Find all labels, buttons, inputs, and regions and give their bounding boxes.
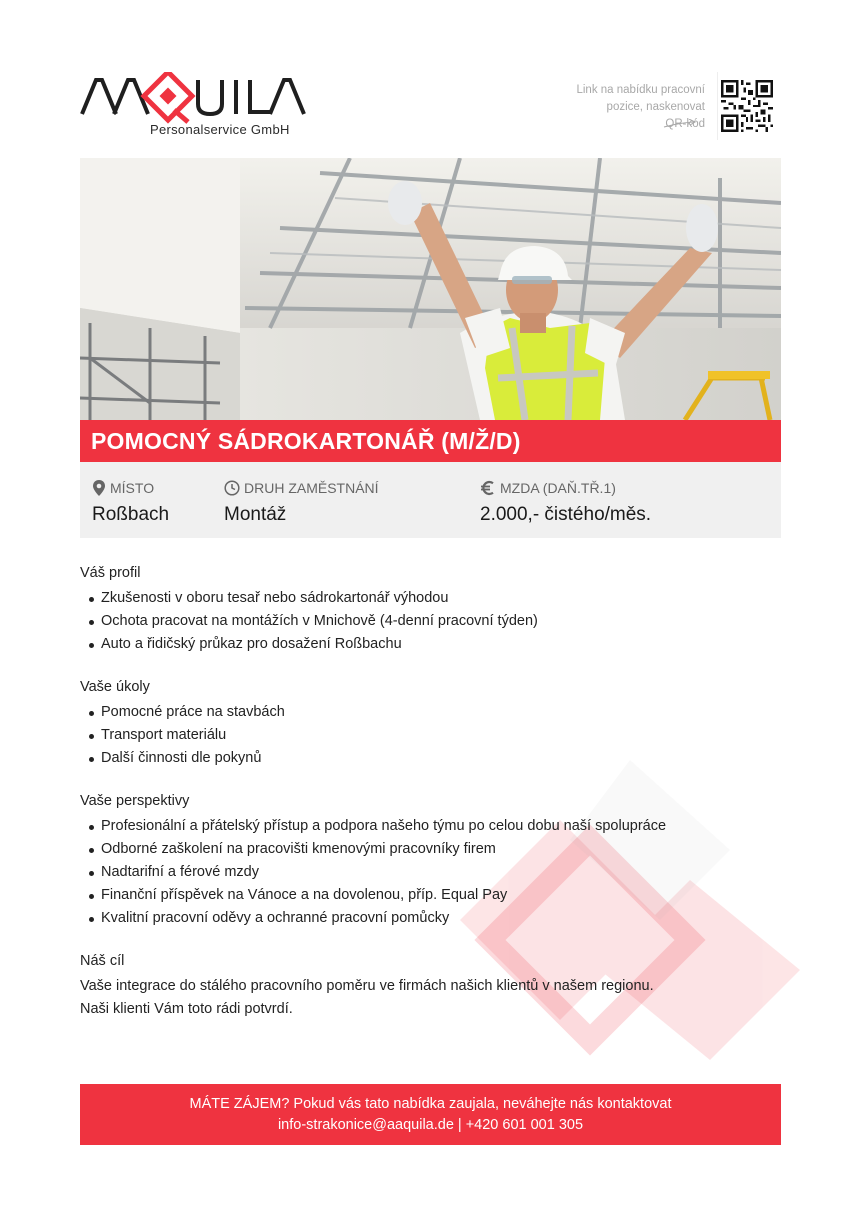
construction-worker-illustration <box>80 158 781 420</box>
section-title: Vaše perspektivy <box>80 793 190 809</box>
list-item: Zkušenosti v oboru tesař nebo sádrokartonář výhodou <box>80 587 781 610</box>
arrow-right-icon <box>663 119 697 129</box>
qr-caption-line: Link na nabídku pracovní <box>576 84 705 96</box>
salary-label: MZDA (DAŇ.TŘ.1) <box>500 480 616 496</box>
goal-text-line: Vaše integrace do stálého pracovního poměru ve firmách našich klientů v našem regionu. <box>80 978 654 994</box>
list-item: Kvalitní pracovní oděvy a ochranné pracovní pomůcky <box>80 907 781 930</box>
hero-image <box>80 158 781 420</box>
employment-info <box>224 478 379 526</box>
section-title: Náš cíl <box>80 953 125 969</box>
employment-label-row <box>224 478 379 498</box>
job-info-bar <box>80 462 781 538</box>
location-label: MÍSTO <box>110 480 155 496</box>
section-title: Váš profil <box>80 565 141 581</box>
perspectives-section <box>80 790 781 930</box>
tasks-list <box>80 701 781 770</box>
list-item: Ochota pracovat na montážích v Mnichově (4-denní pracovní týden) <box>80 610 781 633</box>
qr-caption-line: QR-kód <box>665 118 705 130</box>
tasks-section <box>80 676 781 770</box>
salary-value: 2.000,- čistého/měs. <box>480 504 652 525</box>
salary-label-row <box>480 478 651 498</box>
list-item: Finanční příspěvek na Vánoce a na dovolenou, příp. Equal Pay <box>80 884 781 907</box>
location-label-row <box>92 478 169 498</box>
list-item: Pomocné práce na stavbách <box>80 701 781 724</box>
profile-section <box>80 562 781 656</box>
list-item: Transport materiálu <box>80 724 781 747</box>
section-title: Vaše úkoly <box>80 679 150 695</box>
page-header <box>80 72 781 142</box>
euro-icon <box>480 480 496 496</box>
job-title-bar <box>80 420 781 462</box>
qr-code-icon[interactable] <box>721 80 773 132</box>
job-description <box>80 562 781 1041</box>
location-info <box>92 478 169 526</box>
footer-contact-details[interactable]: info-strakonice@aaquila.de | +420 601 001 305 <box>277 1117 584 1133</box>
qr-block <box>566 72 781 140</box>
location-value: Roßbach <box>92 504 170 525</box>
list-item: Nadtarifní a férové mzdy <box>80 861 781 884</box>
clock-icon <box>224 480 240 496</box>
location-pin-icon <box>92 480 106 496</box>
logo-subtitle: Personalservice GmbH <box>150 122 290 137</box>
footer-call-to-action: MÁTE ZÁJEM? Pokud vás tato nabídka zaujala, neváhejte nás kontaktovat <box>189 1096 672 1112</box>
goal-section <box>80 950 781 1021</box>
employment-value: Montáž <box>224 504 287 525</box>
list-item: Další činnosti dle pokynů <box>80 747 781 770</box>
list-item: Auto a řidičský průkaz pro dosažení Roßbachu <box>80 633 781 656</box>
employment-label: DRUH ZAMĚSTNÁNÍ <box>244 480 379 496</box>
qr-caption-line: pozice, naskenovat <box>606 101 705 113</box>
goal-text-line: Naši klienti Vám toto rádi potvrdí. <box>80 1001 293 1017</box>
list-item: Odborné zaškolení na pracovišti kmenovými pracovníky firem <box>80 838 781 861</box>
salary-info <box>480 478 651 526</box>
list-item: Profesionální a přátelský přístup a podpora našeho týmu po celou dobu naší spolupráce <box>80 815 781 838</box>
profile-list <box>80 587 781 656</box>
company-logo <box>80 72 310 142</box>
perspectives-list <box>80 815 781 930</box>
contact-footer <box>80 1084 781 1145</box>
job-title: POMOCNÝ SÁDROKARTONÁŘ (M/Ž/D) <box>91 428 521 454</box>
